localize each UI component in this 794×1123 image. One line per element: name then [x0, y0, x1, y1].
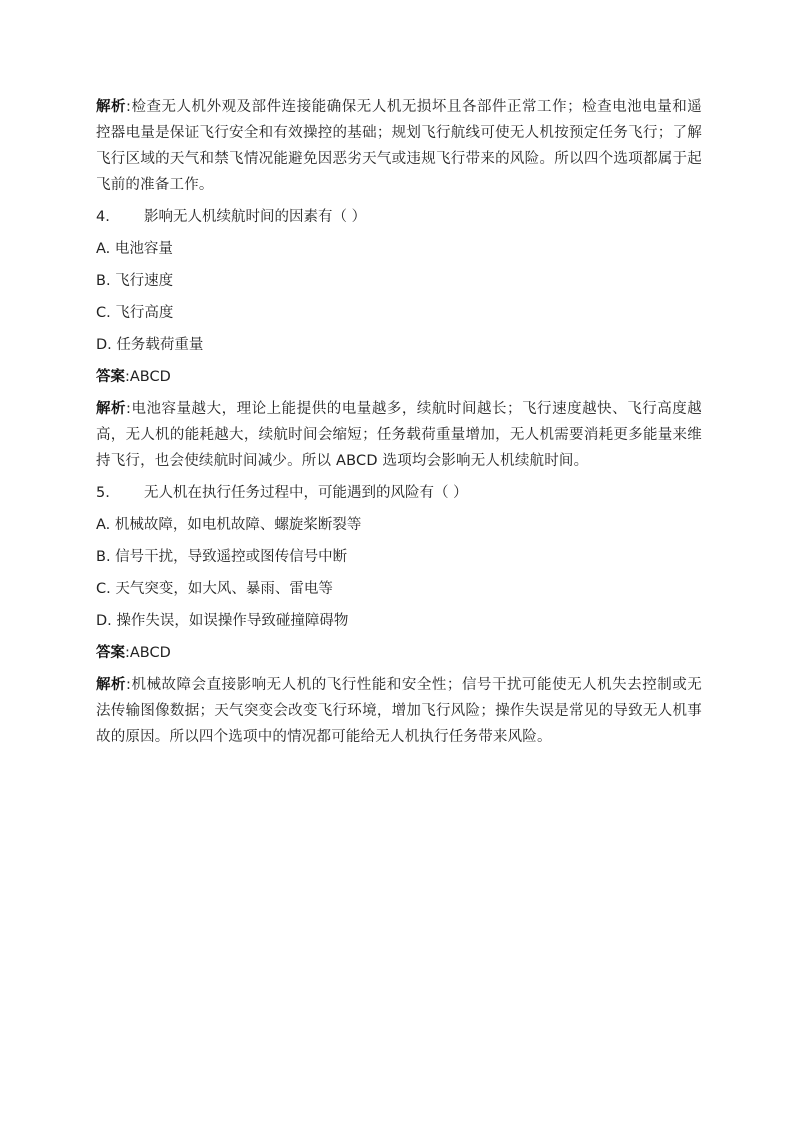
analysis-colon: : — [126, 401, 132, 417]
question-4-option-d: D. 任务载荷重量 — [96, 337, 204, 353]
analysis-colon: : — [126, 677, 132, 693]
question-5-option-a: A. 机械故障，如电机故障、螺旋桨断裂等 — [96, 517, 362, 533]
analysis-colon: : — [126, 99, 132, 115]
analysis-label: 解析 — [96, 401, 127, 417]
question-5-stem — [96, 480, 702, 506]
question-5-option-d: D. 操作失误，如误操作导致碰撞障碍物 — [96, 613, 349, 629]
analysis-text: 检查无人机外观及部件连接能确保无人机无损坏且各部件正常工作；检查电池电量和遥控器电量是保证飞行安全和有效操控的基础；规划飞行航线可使无人机按预定任务飞行；了解飞行区域的天气和禁飞情况能避免因恶劣天气或违规飞行带来的风险。所以四个选项都属于起飞前的准备工作。 — [96, 99, 702, 193]
analysis-text: 电池容量越大，理论上能提供的电量越多，续航时间越长；飞行速度越快、飞行高度越高，无人机的能耗越大，续航时间会缩短；任务载荷重量增加，无人机需要消耗更多能量来维持飞行，也会使续航时间减少。所以 ABCD 选项均会影响无人机续航时间。 — [96, 401, 702, 469]
question-text: 无人机在执行任务过程中，可能遇到的风险有（ ） — [144, 485, 468, 501]
question-number: 4. — [96, 209, 110, 225]
analysis-label: 解析 — [96, 99, 127, 115]
question-4-stem — [96, 204, 702, 230]
answer-label: 答案 — [96, 645, 125, 661]
answer-label: 答案 — [96, 369, 125, 385]
document-page — [96, 94, 702, 756]
answer-value: ABCD — [129, 645, 171, 661]
question-4-answer — [96, 364, 702, 390]
question-4-option-a: A. 电池容量 — [96, 241, 173, 257]
answer-colon: : — [125, 645, 130, 661]
answer-colon: : — [125, 369, 130, 385]
question-number: 5. — [96, 485, 110, 501]
question-5-answer — [96, 640, 702, 666]
question-5-option-c: C. 天气突变，如大风、暴雨、雷电等 — [96, 581, 333, 597]
analysis-text: 机械故障会直接影响无人机的飞行性能和安全性；信号干扰可能使无人机失去控制或无法传输图像数据；天气突变会改变飞行环境，增加飞行风险；操作失误是常见的导致无人机事故的原因。所以四个选项中的情况都可能给无人机执行任务带来风险。 — [96, 677, 702, 745]
analysis-paragraph-prev — [96, 94, 702, 198]
question-4-option-c: C. 飞行高度 — [96, 305, 174, 321]
analysis-label: 解析 — [96, 677, 127, 693]
question-5-analysis — [96, 672, 702, 750]
question-text: 影响无人机续航时间的因素有（ ） — [144, 209, 367, 225]
question-4-analysis — [96, 396, 702, 474]
question-4-option-b: B. 飞行速度 — [96, 273, 174, 289]
answer-value: ABCD — [129, 369, 171, 385]
question-5-option-b: B. 信号干扰，导致遥控或图传信号中断 — [96, 549, 348, 565]
